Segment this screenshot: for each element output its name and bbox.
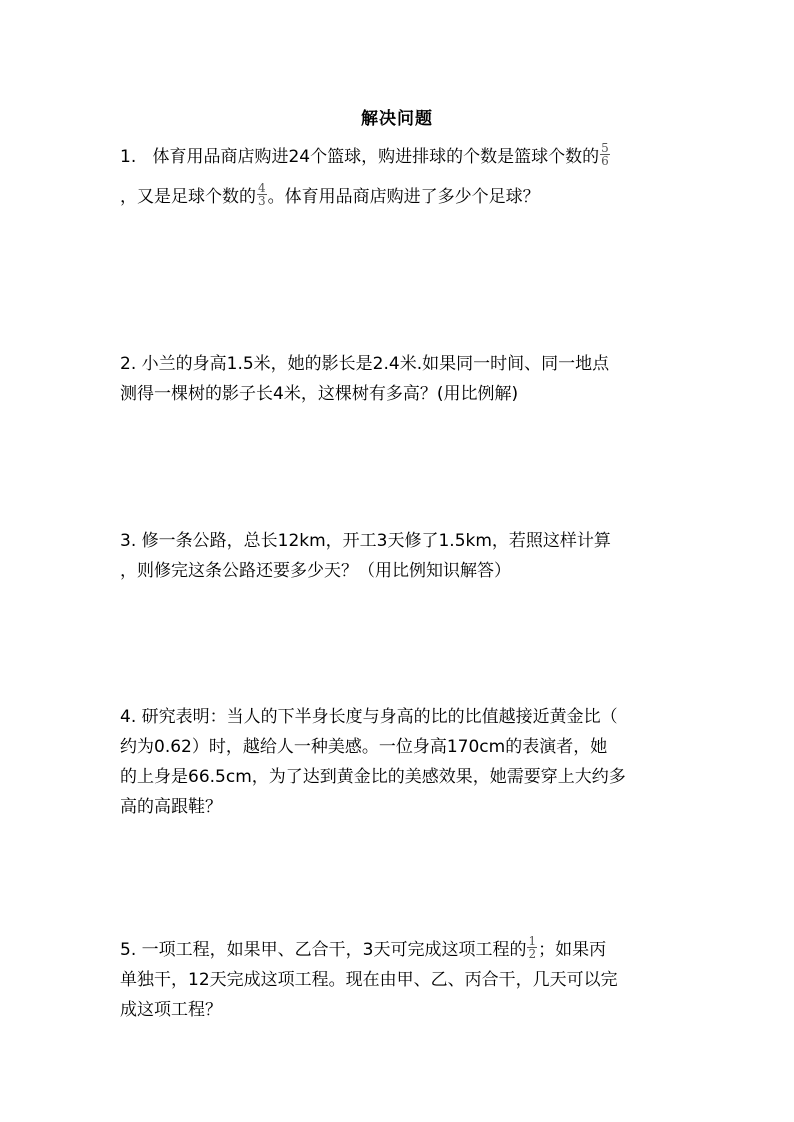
fraction-denominator: 3 xyxy=(258,193,266,208)
fraction xyxy=(600,142,610,167)
question-number: 3. xyxy=(120,531,137,551)
question-text: 一项工程，如果甲、乙合干，3天可完成这项工程的 xyxy=(141,940,527,960)
fraction xyxy=(257,182,267,207)
question-4-line-1 xyxy=(120,702,680,732)
question-text: 小兰的身高1.5米，她的影长是2.4米.如果同一时间、同一地点 xyxy=(141,354,610,374)
fraction-numerator: 5 xyxy=(601,140,609,155)
question-number: 2. xyxy=(120,354,137,374)
question-2-line-2: 测得一棵树的影子长4米，这棵树有多高？(用比例解) xyxy=(120,384,519,404)
question-number: 4. xyxy=(120,707,137,727)
question-4-line-4: 高的高跟鞋？ xyxy=(120,797,222,817)
page-title: 解决问题 xyxy=(361,109,433,129)
fraction xyxy=(527,935,537,960)
question-number: 1. xyxy=(120,147,137,167)
question-1-line-2 xyxy=(120,182,680,212)
question-4-line-3: 的上身是66.5cm，为了达到黄金比的美感效果，她需要穿上大约多 xyxy=(120,767,626,787)
fraction-numerator: 1 xyxy=(528,933,537,948)
question-5-line-3: 成这项工程？ xyxy=(120,1000,222,1020)
question-1 xyxy=(120,142,680,212)
question-number: 5. xyxy=(120,940,137,960)
question-2 xyxy=(120,349,680,409)
question-text: 。体育用品商店购进了多少个足球？ xyxy=(267,187,540,207)
question-2-line-1 xyxy=(120,349,680,379)
question-text: 修一条公路，总长12km，开工3天修了1.5km，若照这样计算 xyxy=(141,531,611,551)
fraction-denominator: 2 xyxy=(528,946,537,961)
question-text: ，又是足球个数的 xyxy=(120,187,256,207)
fraction-numerator: 4 xyxy=(258,180,266,195)
fraction-denominator: 6 xyxy=(601,153,609,168)
question-3-line-2: ，则修完这条公路还要多少天？（用比例知识解答） xyxy=(120,561,511,581)
question-3 xyxy=(120,526,680,586)
question-4-line-2: 约为0.62）时，越给人一种美感。一位身高170cm的表演者，她 xyxy=(120,737,608,757)
question-4 xyxy=(120,702,680,822)
question-1-line-1 xyxy=(120,142,680,172)
question-text: 研究表明：当人的下半身长度与身高的比的比值越接近黄金比（ xyxy=(141,707,618,727)
question-text: 体育用品商店购进24个篮球，购进排球的个数是篮球个数的 xyxy=(152,147,600,167)
question-text: ；如果丙 xyxy=(538,940,607,960)
question-3-line-1 xyxy=(120,526,680,556)
question-5 xyxy=(120,935,680,1025)
question-5-line-1 xyxy=(120,935,680,965)
question-5-line-2: 单独干，12天完成这项工程。现在由甲、乙、丙合干，几天可以完 xyxy=(120,970,618,990)
